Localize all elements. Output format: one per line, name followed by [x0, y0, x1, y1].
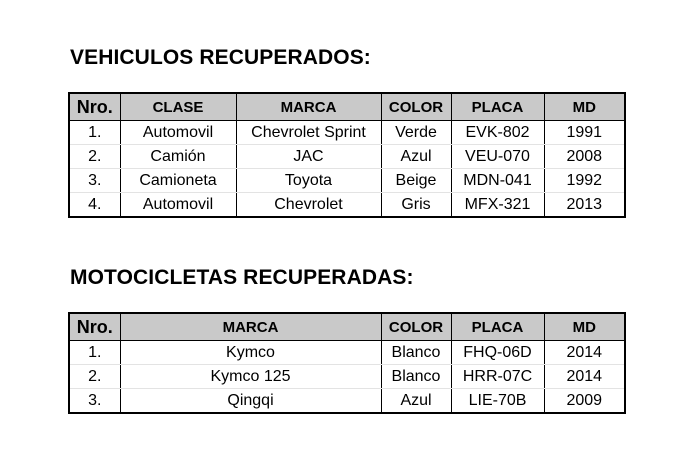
cell-md: 2008 — [544, 145, 625, 169]
cell-clase: Automovil — [120, 121, 236, 145]
table-row — [69, 121, 625, 145]
cell-placa: FHQ-06D — [451, 341, 544, 365]
column-header-nro: Nro. — [69, 313, 120, 341]
cell-placa: MDN-041 — [451, 169, 544, 193]
cell-placa: LIE-70B — [451, 389, 544, 414]
cell-marca: Toyota — [236, 169, 381, 193]
cell-md: 1991 — [544, 121, 625, 145]
table-row — [69, 145, 625, 169]
cell-clase: Camioneta — [120, 169, 236, 193]
cell-md: 2009 — [544, 389, 625, 414]
cell-color: Azul — [381, 145, 451, 169]
table-row — [69, 169, 625, 193]
cell-marca: Qingqi — [120, 389, 381, 414]
cell-marca: Chevrolet — [236, 193, 381, 218]
cell-placa: MFX-321 — [451, 193, 544, 218]
cell-marca: Kymco 125 — [120, 365, 381, 389]
table-row — [69, 365, 625, 389]
cell-nro: 3. — [69, 169, 120, 193]
table-row — [69, 341, 625, 365]
column-header-clase: CLASE — [120, 93, 236, 121]
table-header-row — [69, 93, 625, 121]
cell-color: Verde — [381, 121, 451, 145]
cell-marca: JAC — [236, 145, 381, 169]
column-header-marca: MARCA — [236, 93, 381, 121]
column-header-color: COLOR — [381, 93, 451, 121]
cell-color: Gris — [381, 193, 451, 218]
cell-nro: 1. — [69, 341, 120, 365]
cell-nro: 1. — [69, 121, 120, 145]
table-header-row — [69, 313, 625, 341]
cell-nro: 2. — [69, 145, 120, 169]
table-row — [69, 193, 625, 218]
vehiculos-title: VEHICULOS RECUPERADOS: — [70, 46, 371, 69]
cell-placa: HRR-07C — [451, 365, 544, 389]
cell-nro: 3. — [69, 389, 120, 414]
cell-color: Blanco — [381, 365, 451, 389]
cell-color: Blanco — [381, 341, 451, 365]
cell-nro: 2. — [69, 365, 120, 389]
cell-marca: Chevrolet Sprint — [236, 121, 381, 145]
column-header-placa: PLACA — [451, 93, 544, 121]
column-header-md: MD — [544, 93, 625, 121]
cell-clase: Automovil — [120, 193, 236, 218]
cell-nro: 4. — [69, 193, 120, 218]
column-header-placa: PLACA — [451, 313, 544, 341]
motocicletas-title: MOTOCICLETAS RECUPERADAS: — [70, 266, 414, 289]
cell-marca: Kymco — [120, 341, 381, 365]
table-row — [69, 389, 625, 414]
cell-placa: EVK-802 — [451, 121, 544, 145]
cell-color: Beige — [381, 169, 451, 193]
cell-md: 2014 — [544, 365, 625, 389]
cell-md: 2013 — [544, 193, 625, 218]
column-header-nro: Nro. — [69, 93, 120, 121]
column-header-marca: MARCA — [120, 313, 381, 341]
column-header-color: COLOR — [381, 313, 451, 341]
cell-md: 2014 — [544, 341, 625, 365]
motocicletas-table — [68, 312, 626, 414]
column-header-md: MD — [544, 313, 625, 341]
cell-color: Azul — [381, 389, 451, 414]
vehiculos-table — [68, 92, 626, 218]
cell-md: 1992 — [544, 169, 625, 193]
cell-clase: Camión — [120, 145, 236, 169]
cell-placa: VEU-070 — [451, 145, 544, 169]
